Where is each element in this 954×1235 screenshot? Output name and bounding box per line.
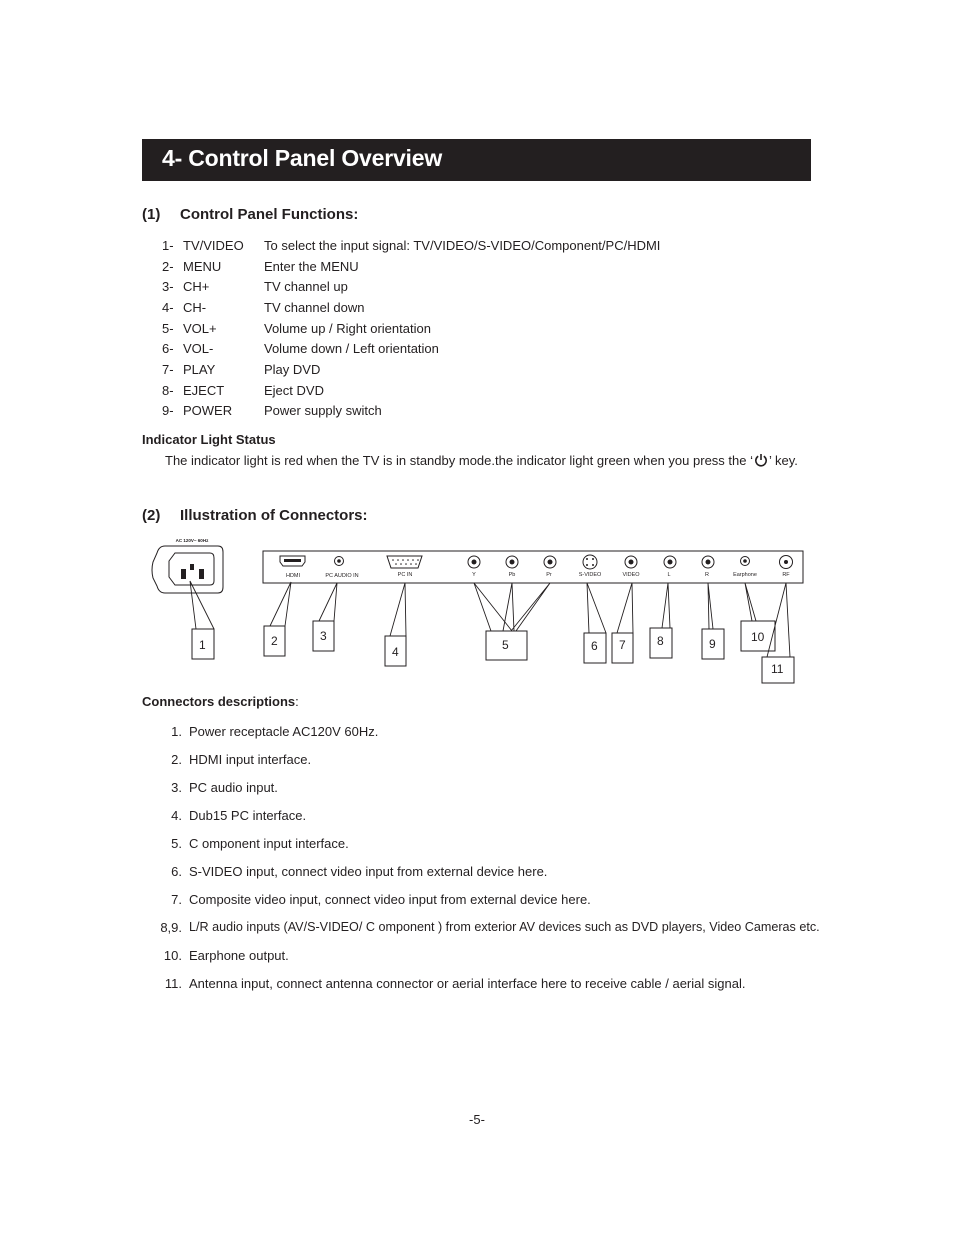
s-video-port-outline <box>583 555 597 569</box>
leader-line <box>587 583 606 633</box>
connector-item-text: Antenna input, connect antenna connector or aerial interface here to receive cable / aerial signal. <box>189 976 746 991</box>
function-key: VOL- <box>183 341 214 356</box>
port-label: Earphone <box>733 572 757 578</box>
callout-number: 9 <box>709 637 716 651</box>
function-description: Eject DVD <box>264 383 324 398</box>
callout-number: 11 <box>771 662 784 676</box>
indicator-heading: Indicator Light Status <box>142 432 276 447</box>
function-description: TV channel up <box>264 279 348 294</box>
pr-port-center <box>548 560 553 565</box>
function-key: MENU <box>183 259 222 274</box>
function-description: Play DVD <box>264 362 321 377</box>
connector-item <box>0 864 954 884</box>
function-key: POWER <box>183 403 233 418</box>
port-label: PC AUDIO IN <box>325 573 359 579</box>
port-label: HDMI <box>285 573 301 579</box>
vga-pin <box>412 559 414 561</box>
callout-number: 8 <box>657 634 664 648</box>
callout-number: 6 <box>591 639 598 653</box>
indicator-text-before: The indicator light is red when the TV is in standby mode.the indicator light green when you press the ‘ <box>165 453 753 468</box>
function-key: TV/VIDEO <box>183 238 244 253</box>
connector-item-text: Power receptacle AC120V 60Hz. <box>189 724 379 739</box>
port-label: VIDEO <box>622 572 640 578</box>
leader-line <box>474 583 550 631</box>
connector-item-text: PC audio input. <box>189 780 278 795</box>
leader-line <box>617 583 633 633</box>
vga-pin <box>405 563 407 565</box>
vga-pin <box>410 563 412 565</box>
connector-item <box>0 724 954 744</box>
indicator-text-after: ’ key. <box>768 453 798 468</box>
connectors-heading-label: Connectors descriptions <box>142 694 296 709</box>
callout-number: 4 <box>392 645 399 659</box>
connector-item-number: 1. <box>171 724 182 739</box>
connector-item-number: 10. <box>163 948 182 963</box>
connector-item-text: HDMI input interface. <box>189 752 312 767</box>
function-key: PLAY <box>183 362 216 377</box>
vga-port-outline <box>387 556 422 568</box>
s-video-pin <box>586 558 588 560</box>
section-number: (1) <box>142 206 161 223</box>
port-label: R <box>705 572 709 578</box>
function-key: EJECT <box>183 383 225 398</box>
function-description: Power supply switch <box>264 403 382 418</box>
connector-item-number: 2. <box>171 752 182 767</box>
connector-item <box>0 780 954 800</box>
leader-line <box>190 581 214 629</box>
function-number: 7- <box>162 362 174 377</box>
connector-item-text: C omponent input interface. <box>189 836 349 851</box>
vga-pin <box>415 563 417 565</box>
leader-line <box>319 583 337 621</box>
callout-number: 3 <box>320 629 327 643</box>
power-label: AC 120V~ 60Hz <box>175 538 209 543</box>
connector-item <box>0 948 954 968</box>
callout-number: 10 <box>751 630 765 644</box>
page-number: -5- <box>469 1112 485 1127</box>
connector-item <box>0 920 954 940</box>
section-number: (2) <box>142 507 161 524</box>
connector-item-number: 7. <box>171 892 182 907</box>
port-label: PC IN <box>397 572 413 578</box>
function-description: Enter the MENU <box>264 259 359 274</box>
s-video-pin <box>592 558 594 560</box>
s-video-pin <box>586 564 588 566</box>
vga-pin <box>402 559 404 561</box>
port-label: Pr <box>546 572 552 578</box>
port-label: Y <box>472 572 476 578</box>
connector-item-text: L/R audio inputs (AV/S-VIDEO/ C omponent ) from exterior AV devices such as DVD players, Video Cameras etc. <box>189 920 820 934</box>
connector-item-text: S-VIDEO input, connect video input from external device here. <box>189 864 548 879</box>
vga-pin <box>397 559 399 561</box>
function-key: VOL+ <box>183 321 217 336</box>
connector-item <box>0 892 954 912</box>
leader-line <box>270 582 291 626</box>
pc-audio-port-center <box>337 559 341 563</box>
callout-number: 7 <box>619 638 626 652</box>
page-title: 4- Control Panel Overview <box>162 145 443 171</box>
function-number: 8- <box>162 383 174 398</box>
vga-pin <box>407 559 409 561</box>
function-description: TV channel down <box>264 300 365 315</box>
leader-line <box>390 583 406 636</box>
line-pin <box>199 569 204 579</box>
connector-item <box>0 752 954 772</box>
function-number: 4- <box>162 300 174 315</box>
port-label: RF <box>782 572 790 578</box>
function-key: CH+ <box>183 279 210 294</box>
video-port-center <box>629 560 634 565</box>
callout-number: 1 <box>199 638 206 652</box>
function-number: 5- <box>162 321 174 336</box>
function-description: Volume down / Left orientation <box>264 341 439 356</box>
function-description: To select the input signal: TV/VIDEO/S-VIDEO/Component/PC/HDMI <box>264 238 661 253</box>
vga-pin <box>395 563 397 565</box>
connector-item-text: Earphone output. <box>189 948 289 963</box>
rf-port-center <box>784 560 788 564</box>
connector-item <box>0 976 954 996</box>
connector-item <box>0 836 954 856</box>
connectors-heading-colon: : <box>295 694 299 709</box>
port-label: S-VIDEO <box>578 572 602 578</box>
connector-item-text: Composite video input, connect video input from external device here. <box>189 892 591 907</box>
l-audio-port-center <box>668 560 673 565</box>
section-label: Control Panel Functions: <box>180 206 359 223</box>
leader-line <box>745 583 756 621</box>
port-label: L <box>667 572 671 578</box>
function-number: 9- <box>162 403 174 418</box>
s-video-pin <box>592 564 594 566</box>
connector-item-text: Dub15 PC interface. <box>189 808 307 823</box>
connector-item-number: 3. <box>171 780 182 795</box>
function-number: 3- <box>162 279 174 294</box>
vga-pins <box>392 559 419 565</box>
leader-line <box>662 583 670 628</box>
neutral-pin <box>190 564 194 570</box>
connectors-heading <box>142 694 299 709</box>
connector-item-number: 4. <box>171 808 182 823</box>
vga-pin <box>417 559 419 561</box>
hdmi-port-slot <box>284 559 301 562</box>
function-description: Volume up / Right orientation <box>264 321 431 336</box>
connector-item <box>0 808 954 828</box>
pb-port-center <box>510 560 515 565</box>
function-number: 6- <box>162 341 174 356</box>
connector-item-number: 11. <box>164 976 182 991</box>
leader-line <box>767 583 790 657</box>
connector-item-number: 8,9. <box>160 920 182 935</box>
callout-number: 5 <box>502 638 509 652</box>
callout-number: 2 <box>271 634 278 648</box>
connector-item-number: 5. <box>171 836 182 851</box>
earphone-port-center <box>743 559 747 563</box>
ground-pin <box>181 569 186 579</box>
y-port-center <box>472 560 477 565</box>
connector-item-number: 6. <box>171 864 182 879</box>
vga-pin <box>400 563 402 565</box>
leader-line <box>708 583 713 629</box>
r-audio-port-center <box>706 560 711 565</box>
function-key: CH- <box>183 300 207 315</box>
vga-pin <box>392 559 394 561</box>
function-number: 1- <box>162 238 174 253</box>
port-label: Pb <box>508 572 516 578</box>
section-label: Illustration of Connectors: <box>180 507 368 524</box>
function-number: 2- <box>162 259 174 274</box>
